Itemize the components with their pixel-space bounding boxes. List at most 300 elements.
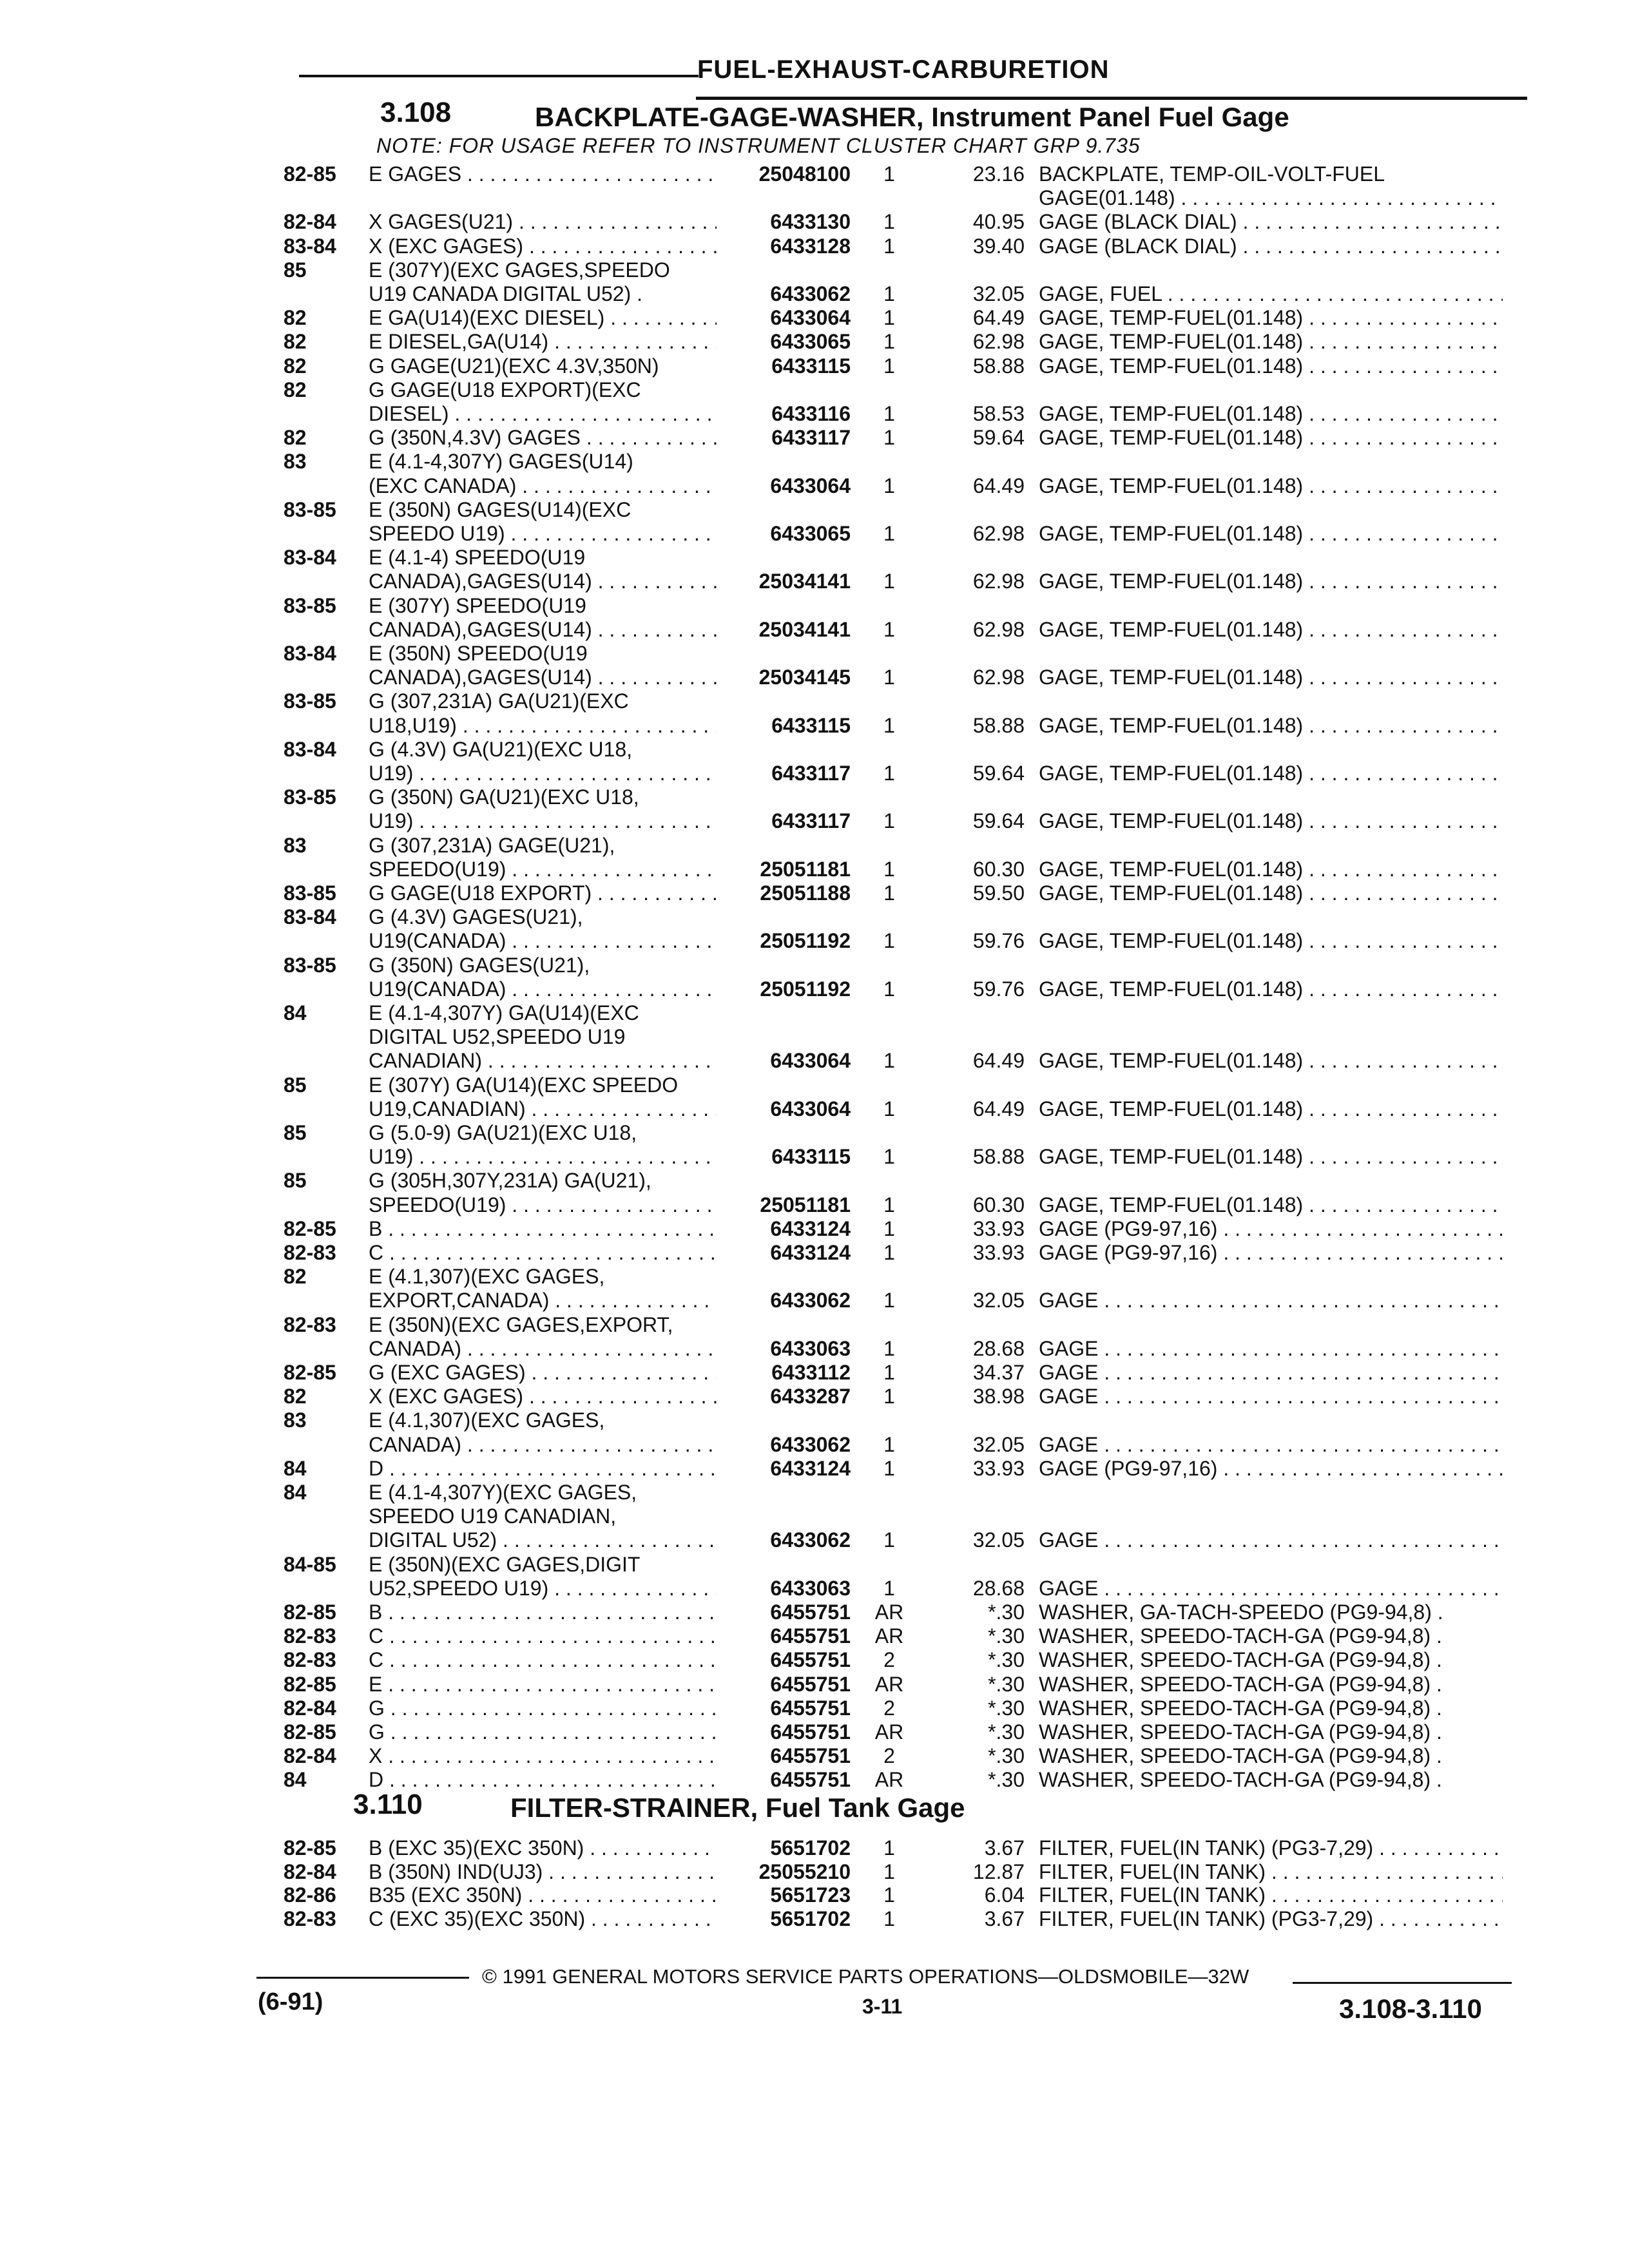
price: *.30	[988, 1744, 1025, 1768]
part-name: GAGE . . .	[1039, 1361, 1503, 1385]
section-range: 3.108-3.110	[1339, 1994, 1482, 2024]
usage-description: C . . .	[369, 1648, 717, 1672]
quantity: AR	[874, 1720, 904, 1744]
price: 59.76	[972, 977, 1025, 1001]
quantity: 2	[883, 1744, 895, 1768]
part-name: GAGE, TEMP-FUEL(01.148) . . .	[1039, 977, 1503, 1001]
revision-date: (6-91)	[258, 1988, 323, 2015]
quantity: 1	[883, 1836, 895, 1860]
quantity: 1	[883, 210, 895, 234]
part-name: GAGE, TEMP-FUEL(01.148) . . .	[1039, 522, 1503, 546]
part-number: 6433117	[771, 426, 851, 450]
quantity: 2	[883, 1648, 895, 1672]
price: *.30	[988, 1696, 1025, 1720]
table-row	[0, 785, 1629, 809]
section-title-3-110	[510, 1792, 965, 1823]
table-row	[0, 1001, 1629, 1025]
table-row	[0, 330, 1629, 354]
usage-description: U52,SPEEDO U19) . . .	[369, 1577, 717, 1600]
model-years: 83-85	[284, 953, 336, 977]
quantity: 1	[883, 1385, 895, 1408]
usage-description: E (307Y)(EXC GAGES,SPEEDO	[369, 258, 670, 282]
table-row	[0, 378, 1629, 402]
part-number: 6433124	[770, 1241, 851, 1264]
price: 62.98	[972, 330, 1025, 354]
part-number: 25034141	[758, 617, 851, 641]
quantity: 1	[883, 570, 895, 593]
quantity: 1	[883, 713, 895, 737]
price: 62.98	[972, 570, 1025, 593]
quantity: 1	[883, 1860, 895, 1883]
model-years: 82-84	[284, 1744, 336, 1768]
quantity: 1	[883, 929, 895, 953]
part-name: GAGE, TEMP-FUEL(01.148) . . .	[1039, 1097, 1503, 1121]
price: 64.49	[972, 1049, 1025, 1073]
table-row	[0, 1720, 1629, 1744]
part-name: GAGE, TEMP-FUEL(01.148) . . .	[1039, 1049, 1503, 1073]
copyright-line: © 1991 GENERAL MOTORS SERVICE PARTS OPERATIONS—OLDSMOBILE—32W	[482, 1965, 1249, 1988]
table-row	[0, 1744, 1629, 1768]
part-number: 6433115	[771, 354, 851, 378]
price: 64.49	[972, 1097, 1025, 1120]
quantity: 1	[883, 1049, 895, 1073]
table-row	[0, 1600, 1629, 1624]
usage-description: C (EXC 35)(EXC 350N) . . .	[369, 1907, 717, 1931]
price: 38.98	[972, 1385, 1025, 1408]
price: 58.53	[972, 402, 1025, 425]
part-name: GAGE, FUEL . . .	[1039, 282, 1503, 306]
part-number: 6433124	[770, 1216, 851, 1240]
header-rule-left	[299, 75, 699, 77]
part-number: 6433062	[770, 1432, 851, 1456]
quantity: 1	[883, 426, 895, 450]
price: 28.68	[972, 1576, 1025, 1600]
usage-description: E . . .	[369, 1673, 717, 1696]
table-row	[0, 1361, 1629, 1385]
usage-description: G . . .	[369, 1720, 717, 1744]
part-number: 6433115	[771, 1145, 851, 1169]
part-number: 6433064	[770, 1049, 851, 1073]
quantity: 1	[883, 1456, 895, 1480]
part-name: WASHER, SPEEDO-TACH-GA (PG9-94,8) .	[1039, 1768, 1442, 1792]
part-number: 25055210	[758, 1860, 851, 1883]
part-name: GAGE, TEMP-FUEL(01.148) . . .	[1039, 330, 1503, 354]
usage-description: C . . .	[369, 1624, 717, 1648]
price: 59.50	[972, 881, 1025, 905]
header-rule-full	[696, 97, 1527, 100]
price: 34.37	[972, 1361, 1025, 1384]
section-title-rest: Instrument Panel Fuel Gage	[931, 102, 1289, 132]
part-name: GAGE . . .	[1039, 1289, 1503, 1312]
price: 32.05	[972, 1432, 1025, 1456]
usage-description: EXPORT,CANADA) . . .	[369, 1289, 717, 1312]
quantity: 1	[883, 1528, 895, 1552]
model-years: 82-85	[284, 1720, 336, 1744]
part-number: 6455751	[770, 1720, 851, 1744]
part-number: 25034145	[758, 666, 851, 689]
table-row	[0, 1145, 1629, 1169]
part-number: 6433062	[770, 282, 851, 305]
price: 12.87	[972, 1860, 1025, 1883]
table-row	[0, 1907, 1629, 1931]
usage-description: CANADIAN) . . .	[369, 1049, 717, 1073]
price: 59.64	[972, 426, 1025, 450]
part-number: 6433287	[770, 1385, 851, 1408]
price: 39.40	[972, 234, 1025, 258]
part-name: WASHER, SPEEDO-TACH-GA (PG9-94,8) .	[1039, 1672, 1442, 1696]
part-number: 25051188	[760, 881, 851, 905]
quantity: 1	[883, 1241, 895, 1264]
usage-description: E (4.1-4,307Y)(EXC GAGES,	[369, 1481, 637, 1504]
usage-description: E (4.1-4,307Y) GAGES(U14)	[369, 450, 633, 474]
table-row	[0, 1433, 1629, 1457]
usage-note: NOTE: FOR USAGE REFER TO INSTRUMENT CLUSTER CHART GRP 9.735	[376, 134, 1141, 157]
price: 33.93	[972, 1241, 1025, 1264]
model-years: 82	[284, 378, 307, 401]
part-name: GAGE, TEMP-FUEL(01.148) . . .	[1039, 306, 1503, 330]
table-row	[0, 809, 1629, 833]
footer-rule-left	[256, 1977, 469, 1979]
section-number-3-108: 3.108	[380, 97, 452, 128]
usage-description: B . . .	[369, 1600, 717, 1624]
table-row	[0, 1313, 1629, 1337]
part-number: 6455751	[770, 1768, 851, 1792]
model-years: 84	[284, 1481, 307, 1504]
price: 64.49	[972, 306, 1025, 330]
part-name: GAGE, TEMP-FUEL(01.148) . . .	[1039, 1193, 1503, 1217]
table-row	[0, 354, 1629, 378]
table-row	[0, 210, 1629, 234]
model-years: 83-85	[284, 785, 336, 809]
quantity: 1	[883, 474, 895, 497]
price: *.30	[988, 1768, 1025, 1792]
model-years: 82-84	[284, 1860, 336, 1883]
model-years: 84	[284, 1456, 307, 1480]
table-row	[0, 258, 1629, 282]
usage-description: DIGITAL U52) . . .	[369, 1528, 717, 1552]
quantity: 1	[883, 1432, 895, 1456]
price: 59.64	[972, 809, 1025, 833]
section-title-bold: BACKPLATE-GAGE-WASHER,	[535, 102, 924, 132]
usage-description: G (EXC GAGES) . . .	[369, 1361, 717, 1385]
price: 32.05	[972, 282, 1025, 305]
model-years: 83-84	[284, 642, 336, 665]
model-years: 84-85	[284, 1552, 336, 1576]
table-row	[0, 762, 1629, 785]
part-name: WASHER, SPEEDO-TACH-GA (PG9-94,8) .	[1039, 1648, 1442, 1672]
part-name: GAGE . . .	[1039, 1528, 1503, 1552]
usage-description: SPEEDO U19) . . .	[369, 522, 717, 546]
part-number: 6433128	[770, 234, 851, 258]
usage-description: G GAGE(U18 EXPORT) . . .	[369, 881, 717, 905]
quantity: AR	[874, 1768, 904, 1792]
table-row	[0, 1049, 1629, 1073]
part-number: 6455751	[770, 1744, 851, 1768]
part-name: GAGE, TEMP-FUEL(01.148) . . .	[1039, 929, 1503, 953]
part-number: 25051181	[760, 857, 851, 881]
table-row	[0, 689, 1629, 713]
part-number: 6455751	[770, 1696, 851, 1720]
quantity: 1	[883, 282, 895, 305]
price: 23.16	[972, 162, 1025, 186]
part-number: 5651702	[770, 1907, 851, 1930]
table-row	[0, 1265, 1629, 1289]
usage-description: E (350N)(EXC GAGES,EXPORT,	[369, 1312, 673, 1336]
table-row	[0, 1241, 1629, 1265]
table-row	[0, 1457, 1629, 1481]
part-number: 6433064	[770, 1097, 851, 1120]
table-row	[0, 1385, 1629, 1408]
quantity: 1	[883, 1097, 895, 1120]
price: 40.95	[972, 210, 1025, 234]
usage-description: G . . .	[369, 1696, 717, 1720]
part-number: 25051192	[760, 929, 851, 953]
model-years: 83	[284, 833, 307, 857]
part-number: 25034141	[758, 570, 851, 593]
usage-description: G (305H,307Y,231A) GA(U21),	[369, 1169, 651, 1193]
part-name: GAGE, TEMP-FUEL(01.148) . . .	[1039, 666, 1503, 689]
part-number: 6455751	[770, 1672, 851, 1696]
section-title-rest: Fuel Tank Gage	[765, 1792, 965, 1823]
part-name: WASHER, SPEEDO-TACH-GA (PG9-94,8) .	[1039, 1696, 1442, 1720]
model-years: 82	[284, 426, 307, 450]
price: 62.98	[972, 522, 1025, 545]
usage-description: U19(CANADA) . . .	[369, 929, 717, 953]
part-number: 6455751	[770, 1600, 851, 1624]
table-row	[0, 522, 1629, 546]
model-years: 82-83	[284, 1624, 336, 1648]
part-name: GAGE . . .	[1039, 1385, 1503, 1408]
part-number: 6433063	[770, 1576, 851, 1600]
model-years: 85	[284, 258, 307, 282]
table-row	[0, 1073, 1629, 1097]
part-name: GAGE, TEMP-FUEL(01.148) . . .	[1039, 570, 1503, 593]
usage-description: E (4.1,307)(EXC GAGES,	[369, 1408, 605, 1432]
usage-description: CANADA),GAGES(U14) . . .	[369, 618, 717, 642]
table-row	[0, 1121, 1629, 1145]
usage-description: U19) . . .	[369, 762, 717, 785]
part-name: BACKPLATE, TEMP-OIL-VOLT-FUEL	[1039, 162, 1385, 186]
part-name: GAGE, TEMP-FUEL(01.148) . . .	[1039, 354, 1503, 378]
table-row	[0, 642, 1629, 666]
part-name: GAGE (BLACK DIAL) . . .	[1039, 235, 1503, 258]
model-years: 82-85	[284, 1216, 336, 1240]
part-number: 25048100	[758, 162, 851, 186]
price: 60.30	[972, 857, 1025, 881]
usage-description: X (EXC GAGES) . . .	[369, 1385, 717, 1408]
model-years: 82	[284, 354, 307, 378]
table-row	[0, 1097, 1629, 1121]
table-row	[0, 1768, 1629, 1792]
price: 58.88	[972, 1145, 1025, 1169]
table-row	[0, 714, 1629, 738]
usage-description: G (350N,4.3V) GAGES . . .	[369, 426, 717, 450]
part-name: GAGE (PG9-97,16) . . .	[1039, 1217, 1503, 1241]
usage-description: G (350N) GA(U21)(EXC U18,	[369, 785, 639, 809]
table-row	[0, 1337, 1629, 1361]
table-row	[0, 881, 1629, 905]
model-years: 82-84	[284, 1696, 336, 1720]
usage-description: CANADA),GAGES(U14) . . .	[369, 570, 717, 593]
table-row	[0, 1553, 1629, 1577]
table-row	[0, 498, 1629, 522]
price: 32.05	[972, 1289, 1025, 1312]
table-row	[0, 834, 1629, 858]
table-row	[0, 954, 1629, 977]
model-years: 82-83	[284, 1312, 336, 1336]
quantity: AR	[874, 1600, 904, 1624]
usage-description: E (350N)(EXC GAGES,DIGIT	[369, 1552, 641, 1576]
model-years: 82-83	[284, 1648, 336, 1672]
model-years: 85	[284, 1121, 307, 1144]
usage-description: G GAGE(U18 EXPORT)(EXC	[369, 378, 641, 401]
usage-description: U19) . . .	[369, 809, 717, 833]
usage-description: G (4.3V) GAGES(U21),	[369, 905, 583, 929]
usage-description: B . . .	[369, 1217, 717, 1241]
usage-description: C . . .	[369, 1241, 717, 1265]
table-row	[0, 162, 1629, 186]
part-name: WASHER, SPEEDO-TACH-GA (PG9-94,8) .	[1039, 1624, 1442, 1648]
part-number: 6433112	[771, 1361, 851, 1384]
price: *.30	[988, 1720, 1025, 1744]
table-row	[0, 858, 1629, 881]
price: 6.04	[984, 1883, 1025, 1907]
table-row	[0, 1673, 1629, 1696]
price: 3.67	[984, 1907, 1025, 1930]
usage-description: B (350N) IND(UJ3) . . .	[369, 1860, 717, 1884]
usage-description: DIESEL) . . .	[369, 402, 717, 426]
quantity: 1	[883, 1361, 895, 1384]
model-years: 82-85	[284, 162, 336, 186]
table-row	[0, 426, 1629, 450]
table-row	[0, 282, 1629, 306]
table-row	[0, 1528, 1629, 1552]
model-years: 82	[284, 306, 307, 330]
model-years: 82-84	[284, 210, 336, 234]
model-years: 83	[284, 450, 307, 474]
table-row	[0, 1648, 1629, 1672]
part-name: GAGE (BLACK DIAL) . . .	[1039, 210, 1503, 234]
quantity: 1	[883, 1883, 895, 1907]
usage-description: E (350N) GAGES(U14)(EXC	[369, 497, 631, 521]
part-name: GAGE(01.148) . . .	[1039, 186, 1503, 210]
part-number: 6433062	[770, 1528, 851, 1552]
table-row	[0, 618, 1629, 642]
quantity: 1	[883, 1576, 895, 1600]
price: *.30	[988, 1600, 1025, 1624]
part-name: GAGE . . .	[1039, 1433, 1503, 1457]
price: 3.67	[984, 1836, 1025, 1860]
table-row	[0, 186, 1629, 210]
model-years: 83-85	[284, 497, 336, 521]
quantity: AR	[874, 1672, 904, 1696]
part-name: GAGE (PG9-97,16) . . .	[1039, 1457, 1503, 1481]
quantity: 1	[883, 354, 895, 378]
usage-description: SPEEDO(U19) . . .	[369, 858, 717, 881]
section-number-3-110: 3.110	[353, 1789, 423, 1820]
usage-description: G (307,231A) GA(U21)(EXC	[369, 689, 629, 713]
model-years: 83	[284, 1408, 307, 1432]
usage-description: E (4.1-4) SPEEDO(U19	[369, 546, 586, 570]
usage-description: X (EXC GAGES) . . .	[369, 235, 717, 258]
model-years: 82-83	[284, 1241, 336, 1264]
part-name: WASHER, SPEEDO-TACH-GA (PG9-94,8) .	[1039, 1720, 1442, 1744]
usage-description: U19,CANADIAN) . . .	[369, 1097, 717, 1121]
part-name: FILTER, FUEL(IN TANK) (PG3-7,29) . . .	[1039, 1907, 1503, 1931]
part-number: 6433064	[770, 474, 851, 497]
table-row	[0, 1025, 1629, 1049]
usage-description: SPEEDO(U19) . . .	[369, 1193, 717, 1217]
table-row	[0, 1193, 1629, 1217]
table-row	[0, 1504, 1629, 1528]
model-years: 83-85	[284, 881, 336, 905]
part-number: 5651723	[770, 1883, 851, 1907]
table-row	[0, 546, 1629, 570]
usage-description: CANADA),GAGES(U14) . . .	[369, 666, 717, 689]
price: 59.76	[972, 929, 1025, 953]
usage-description: E GAGES . . .	[369, 162, 717, 186]
table-row	[0, 1408, 1629, 1432]
quantity: 1	[883, 162, 895, 186]
part-name: FILTER, FUEL(IN TANK) . . .	[1039, 1860, 1503, 1884]
quantity: 1	[883, 666, 895, 689]
table-row	[0, 1624, 1629, 1648]
part-name: WASHER, GA-TACH-SPEEDO (PG9-94,8) .	[1039, 1600, 1443, 1624]
usage-description: U19 CANADA DIGITAL U52) .	[369, 282, 643, 305]
part-name: WASHER, SPEEDO-TACH-GA (PG9-94,8) .	[1039, 1744, 1442, 1768]
usage-description: D . . .	[369, 1768, 717, 1792]
quantity: 1	[883, 977, 895, 1001]
quantity: 2	[883, 1696, 895, 1720]
table-row	[0, 402, 1629, 426]
usage-description: E (4.1,307)(EXC GAGES,	[369, 1265, 605, 1289]
part-name: GAGE, TEMP-FUEL(01.148) . . .	[1039, 762, 1503, 785]
quantity: 1	[883, 762, 895, 785]
table-row	[0, 450, 1629, 474]
part-name: GAGE, TEMP-FUEL(01.148) . . .	[1039, 881, 1503, 905]
part-name: GAGE, TEMP-FUEL(01.148) . . .	[1039, 426, 1503, 450]
table-row	[0, 977, 1629, 1001]
price: 28.68	[972, 1336, 1025, 1360]
part-number: 6433065	[770, 330, 851, 354]
quantity: 1	[883, 1907, 895, 1930]
part-number: 6433116	[771, 402, 851, 425]
usage-description: SPEEDO U19 CANADIAN,	[369, 1504, 617, 1528]
part-name: GAGE, TEMP-FUEL(01.148) . . .	[1039, 1145, 1503, 1169]
price: 62.98	[972, 666, 1025, 689]
price: 59.64	[972, 762, 1025, 785]
price: 33.93	[972, 1216, 1025, 1240]
part-number: 25051192	[760, 977, 851, 1001]
model-years: 82	[284, 1265, 307, 1289]
quantity: 1	[883, 1193, 895, 1216]
table-row	[0, 1883, 1629, 1907]
usage-description: X GAGES(U21) . . .	[369, 210, 717, 234]
usage-description: B35 (EXC 350N) . . .	[369, 1883, 717, 1907]
part-name: GAGE (PG9-97,16) . . .	[1039, 1241, 1503, 1265]
quantity: 1	[883, 522, 895, 545]
part-number: 6433117	[771, 762, 851, 785]
part-number: 6433063	[770, 1336, 851, 1360]
table-row	[0, 1169, 1629, 1193]
table-row	[0, 474, 1629, 498]
table-row	[0, 1577, 1629, 1600]
table-row	[0, 666, 1629, 689]
page-header: FUEL-EXHAUST-CARBURETION	[697, 55, 1110, 84]
price: *.30	[988, 1648, 1025, 1672]
part-name: GAGE, TEMP-FUEL(01.148) . . .	[1039, 714, 1503, 738]
usage-description: U19) . . .	[369, 1145, 717, 1169]
